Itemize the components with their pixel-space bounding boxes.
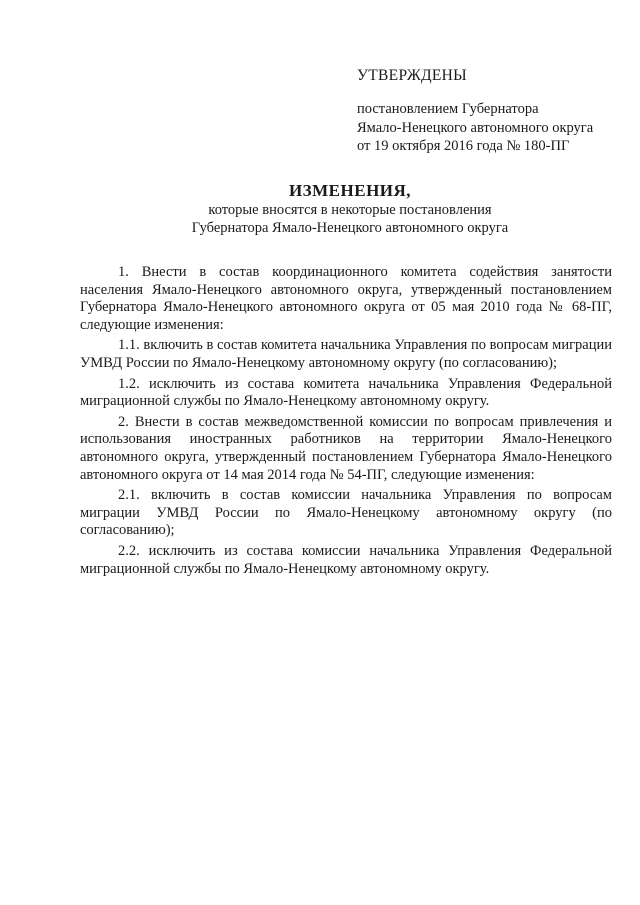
paragraph-1: 1. Внести в состав координационного комитета содействия занятости населения Ямало-Ненецкого автономного округа, утвержденный постановлением Губернатора Ямало-Ненецкого автономного округа от 05 мая 2010 года № 68-ПГ, следующие изменения: — [80, 264, 612, 333]
approval-title: УТВЕРЖДЕНЫ — [357, 67, 467, 84]
paragraph-1-2: 1.2. исключить из состава комитета начальника Управления Федеральной миграционной службы по Ямало-Ненецкому автономному округу. — [80, 375, 612, 410]
paragraph-2-2: 2.2. исключить из состава комиссии начальника Управления Федеральной миграционной службы по Ямало-Ненецкому автономному округу. — [80, 542, 612, 577]
approval-line: от 19 октября 2016 года № 180-ПГ — [357, 138, 570, 154]
approval-block — [357, 66, 627, 156]
paragraph-2-1: 2.1. включить в состав комиссии начальника Управления по вопросам миграции УМВД России по Ямало-Ненецкому автономному округу (по согласованию); — [80, 487, 612, 539]
approval-line: постановлением Губернатора — [357, 101, 539, 117]
document-subtitle-line: Губернатора Ямало-Ненецкого автономного округа — [191, 219, 509, 236]
document-title: ИЗМЕНЕНИЯ, — [288, 181, 412, 200]
document-heading — [0, 180, 640, 237]
document-body — [80, 264, 612, 581]
document-subtitle-line: которые вносятся в некоторые постановления — [208, 202, 492, 218]
approval-line: Ямало-Ненецкого автономного округа — [357, 119, 594, 136]
paragraph-1-1: 1.1. включить в состав комитета начальника Управления по вопросам миграции УМВД России по Ямало-Ненецкому автономному округу (по согласованию); — [80, 337, 612, 371]
paragraph-2: 2. Внести в состав межведомственной комиссии по вопросам привлечения и использования иностранных работников на территории Ямало-Ненецкого автономного округа, утвержденный постановлением Губернатора Ямало-Ненецкого автономного округа от 14 мая 2014 года № 54-ПГ, следующие изменения: — [80, 413, 612, 483]
